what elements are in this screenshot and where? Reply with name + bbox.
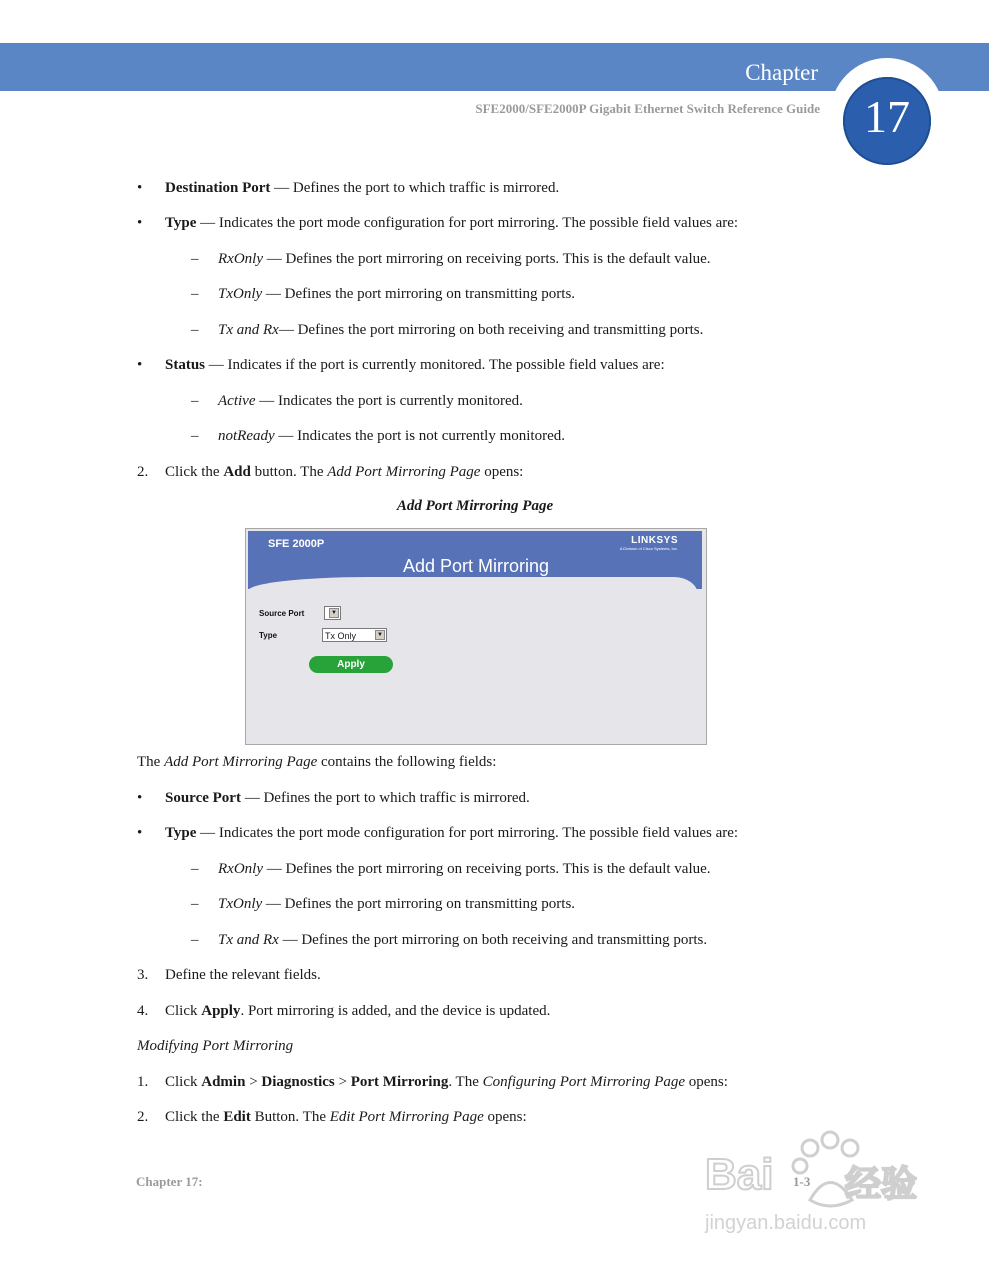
definition: — Defines the port mirroring on receiving ports. This is the default value. xyxy=(262,251,711,267)
sublist-item-tx-and-rx xyxy=(218,321,703,339)
type-label: Type xyxy=(259,631,278,640)
text: Button. The xyxy=(250,1109,330,1125)
list-item-status xyxy=(165,356,665,374)
page-name: Add Port Mirroring Page xyxy=(164,754,318,770)
watermark-url: jingyan.baidu.com xyxy=(705,1212,867,1234)
bullet-dot: • xyxy=(137,357,143,373)
logo-tagline: A Division of Cisco Systems, Inc. xyxy=(619,546,678,551)
sublist-item-rxonly xyxy=(218,250,711,268)
definition: — Indicates the port mode configuration for port mirroring. The possible field values are: xyxy=(196,825,739,841)
dash-mark: – xyxy=(191,861,199,877)
sublist-item-notready xyxy=(218,427,565,445)
term: notReady xyxy=(218,428,275,444)
step-define-fields: Define the relevant fields. xyxy=(165,967,321,983)
source-port-label: Source Port xyxy=(259,609,305,618)
term: RxOnly xyxy=(218,251,263,267)
bullet-dot: • xyxy=(137,825,143,841)
page-name: Edit Port Mirroring Page xyxy=(329,1109,484,1125)
button-name: Add xyxy=(223,464,251,480)
step-number: 1. xyxy=(137,1074,149,1090)
chevron-down-icon[interactable]: ▼ xyxy=(329,608,339,618)
dash-mark: – xyxy=(191,393,199,409)
text: Click xyxy=(165,1003,202,1019)
sublist-item-tx-and-rx xyxy=(218,931,707,949)
sublist-item-txonly xyxy=(218,895,575,913)
button-name: Edit xyxy=(223,1109,251,1125)
list-item-source-port xyxy=(165,789,530,807)
text: Click xyxy=(165,1074,202,1090)
page-name: Add Port Mirroring Page xyxy=(327,464,481,480)
linksys-logo: LINKSYS xyxy=(631,535,678,546)
watermark-brand: Bai xyxy=(705,1150,774,1199)
guide-title: SFE2000/SFE2000P Gigabit Ethernet Switch Reference Guide xyxy=(475,101,820,116)
term: RxOnly xyxy=(218,861,263,877)
dash-mark: – xyxy=(191,428,199,444)
definition: — Defines the port to which traffic is mirrored. xyxy=(270,180,560,196)
apply-button[interactable]: Apply xyxy=(309,656,393,673)
term: Tx and Rx xyxy=(218,932,279,948)
term: Type xyxy=(165,215,197,231)
definition: — Defines the port to which traffic is mirrored. xyxy=(240,790,530,806)
text: Click the xyxy=(165,464,224,480)
list-item-type xyxy=(165,214,738,232)
menu-path: Admin xyxy=(201,1074,246,1090)
text: The xyxy=(137,754,165,770)
definition: — Indicates if the port is currently monitored. The possible field values are: xyxy=(205,357,665,373)
dash-mark: – xyxy=(191,322,199,338)
chapter-label: Chapter xyxy=(745,60,818,85)
bullet-dot: • xyxy=(137,790,143,806)
step-navigate-port-mirroring xyxy=(165,1073,728,1091)
button-name: Apply xyxy=(201,1003,241,1019)
menu-path: Port Mirroring xyxy=(350,1074,449,1090)
term: Tx and Rx xyxy=(218,322,279,338)
list-item-destination-port xyxy=(165,179,559,197)
text: opens: xyxy=(480,464,524,480)
fields-intro xyxy=(137,753,496,771)
term: Destination Port xyxy=(165,180,271,196)
dash-mark: – xyxy=(191,932,199,948)
dash-mark: – xyxy=(191,896,199,912)
type-value: Tx Only xyxy=(325,631,357,641)
text: . Port mirroring is added, and the device is updated. xyxy=(240,1003,551,1019)
dash-mark: – xyxy=(191,286,199,302)
definition: — Defines the port mirroring on both receiving and transmitting ports. xyxy=(278,322,704,338)
text: button. The xyxy=(250,464,328,480)
sublist-item-txonly xyxy=(218,285,575,303)
definition: — Defines the port mirroring on receiving ports. This is the default value. xyxy=(262,861,711,877)
section-subheading: Modifying Port Mirroring xyxy=(137,1038,294,1054)
text: opens: xyxy=(483,1109,527,1125)
add-port-mirroring-screenshot xyxy=(245,528,707,745)
page-name: Configuring Port Mirroring Page xyxy=(482,1074,686,1090)
definition: — Defines the port mirroring on transmitting ports. xyxy=(262,286,576,302)
term: Type xyxy=(165,825,197,841)
watermark-brand-cn: 经验 xyxy=(845,1164,918,1205)
footer-page-number: 1-3 xyxy=(793,1174,811,1189)
chevron-down-icon[interactable]: ▼ xyxy=(375,630,385,640)
footer-chapter: Chapter 17: xyxy=(136,1174,203,1189)
figure-caption: Add Port Mirroring Page xyxy=(396,498,554,514)
definition: — Indicates the port mode configuration for port mirroring. The possible field values are: xyxy=(196,215,739,231)
definition: — Defines the port mirroring on transmitting ports. xyxy=(262,896,576,912)
step-number: 4. xyxy=(137,1003,149,1019)
definition: — Indicates the port is not currently monitored. xyxy=(274,428,566,444)
text: opens: xyxy=(685,1074,728,1090)
term: TxOnly xyxy=(218,896,263,912)
term: Source Port xyxy=(165,790,241,806)
list-item-type xyxy=(165,824,738,842)
step-click-apply xyxy=(165,1002,550,1020)
text: > xyxy=(334,1074,351,1090)
step-number: 2. xyxy=(137,464,149,480)
definition: — Defines the port mirroring on both receiving and transmitting ports. xyxy=(278,932,708,948)
dash-mark: – xyxy=(191,251,199,267)
text: contains the following fields: xyxy=(317,754,497,770)
text: Click the xyxy=(165,1109,224,1125)
type-select[interactable] xyxy=(322,628,387,642)
chapter-number: 17 xyxy=(864,91,910,142)
sublist-item-active xyxy=(218,392,523,410)
definition: — Indicates the port is currently monitored. xyxy=(255,393,523,409)
sublist-item-rxonly xyxy=(218,860,711,878)
step-click-add xyxy=(165,463,523,481)
step-click-edit xyxy=(165,1108,527,1126)
step-number: 3. xyxy=(137,967,149,983)
text: > xyxy=(245,1074,262,1090)
text: . The xyxy=(448,1074,483,1090)
term: TxOnly xyxy=(218,286,263,302)
source-port-select[interactable] xyxy=(324,606,341,620)
device-model: SFE 2000P xyxy=(268,538,325,550)
term: Status xyxy=(165,357,206,373)
bullet-dot: • xyxy=(137,215,143,231)
bullet-dot: • xyxy=(137,180,143,196)
term: Active xyxy=(218,393,256,409)
menu-path: Diagnostics xyxy=(261,1074,335,1090)
screen-title: Add Port Mirroring xyxy=(402,556,550,576)
step-number: 2. xyxy=(137,1109,149,1125)
